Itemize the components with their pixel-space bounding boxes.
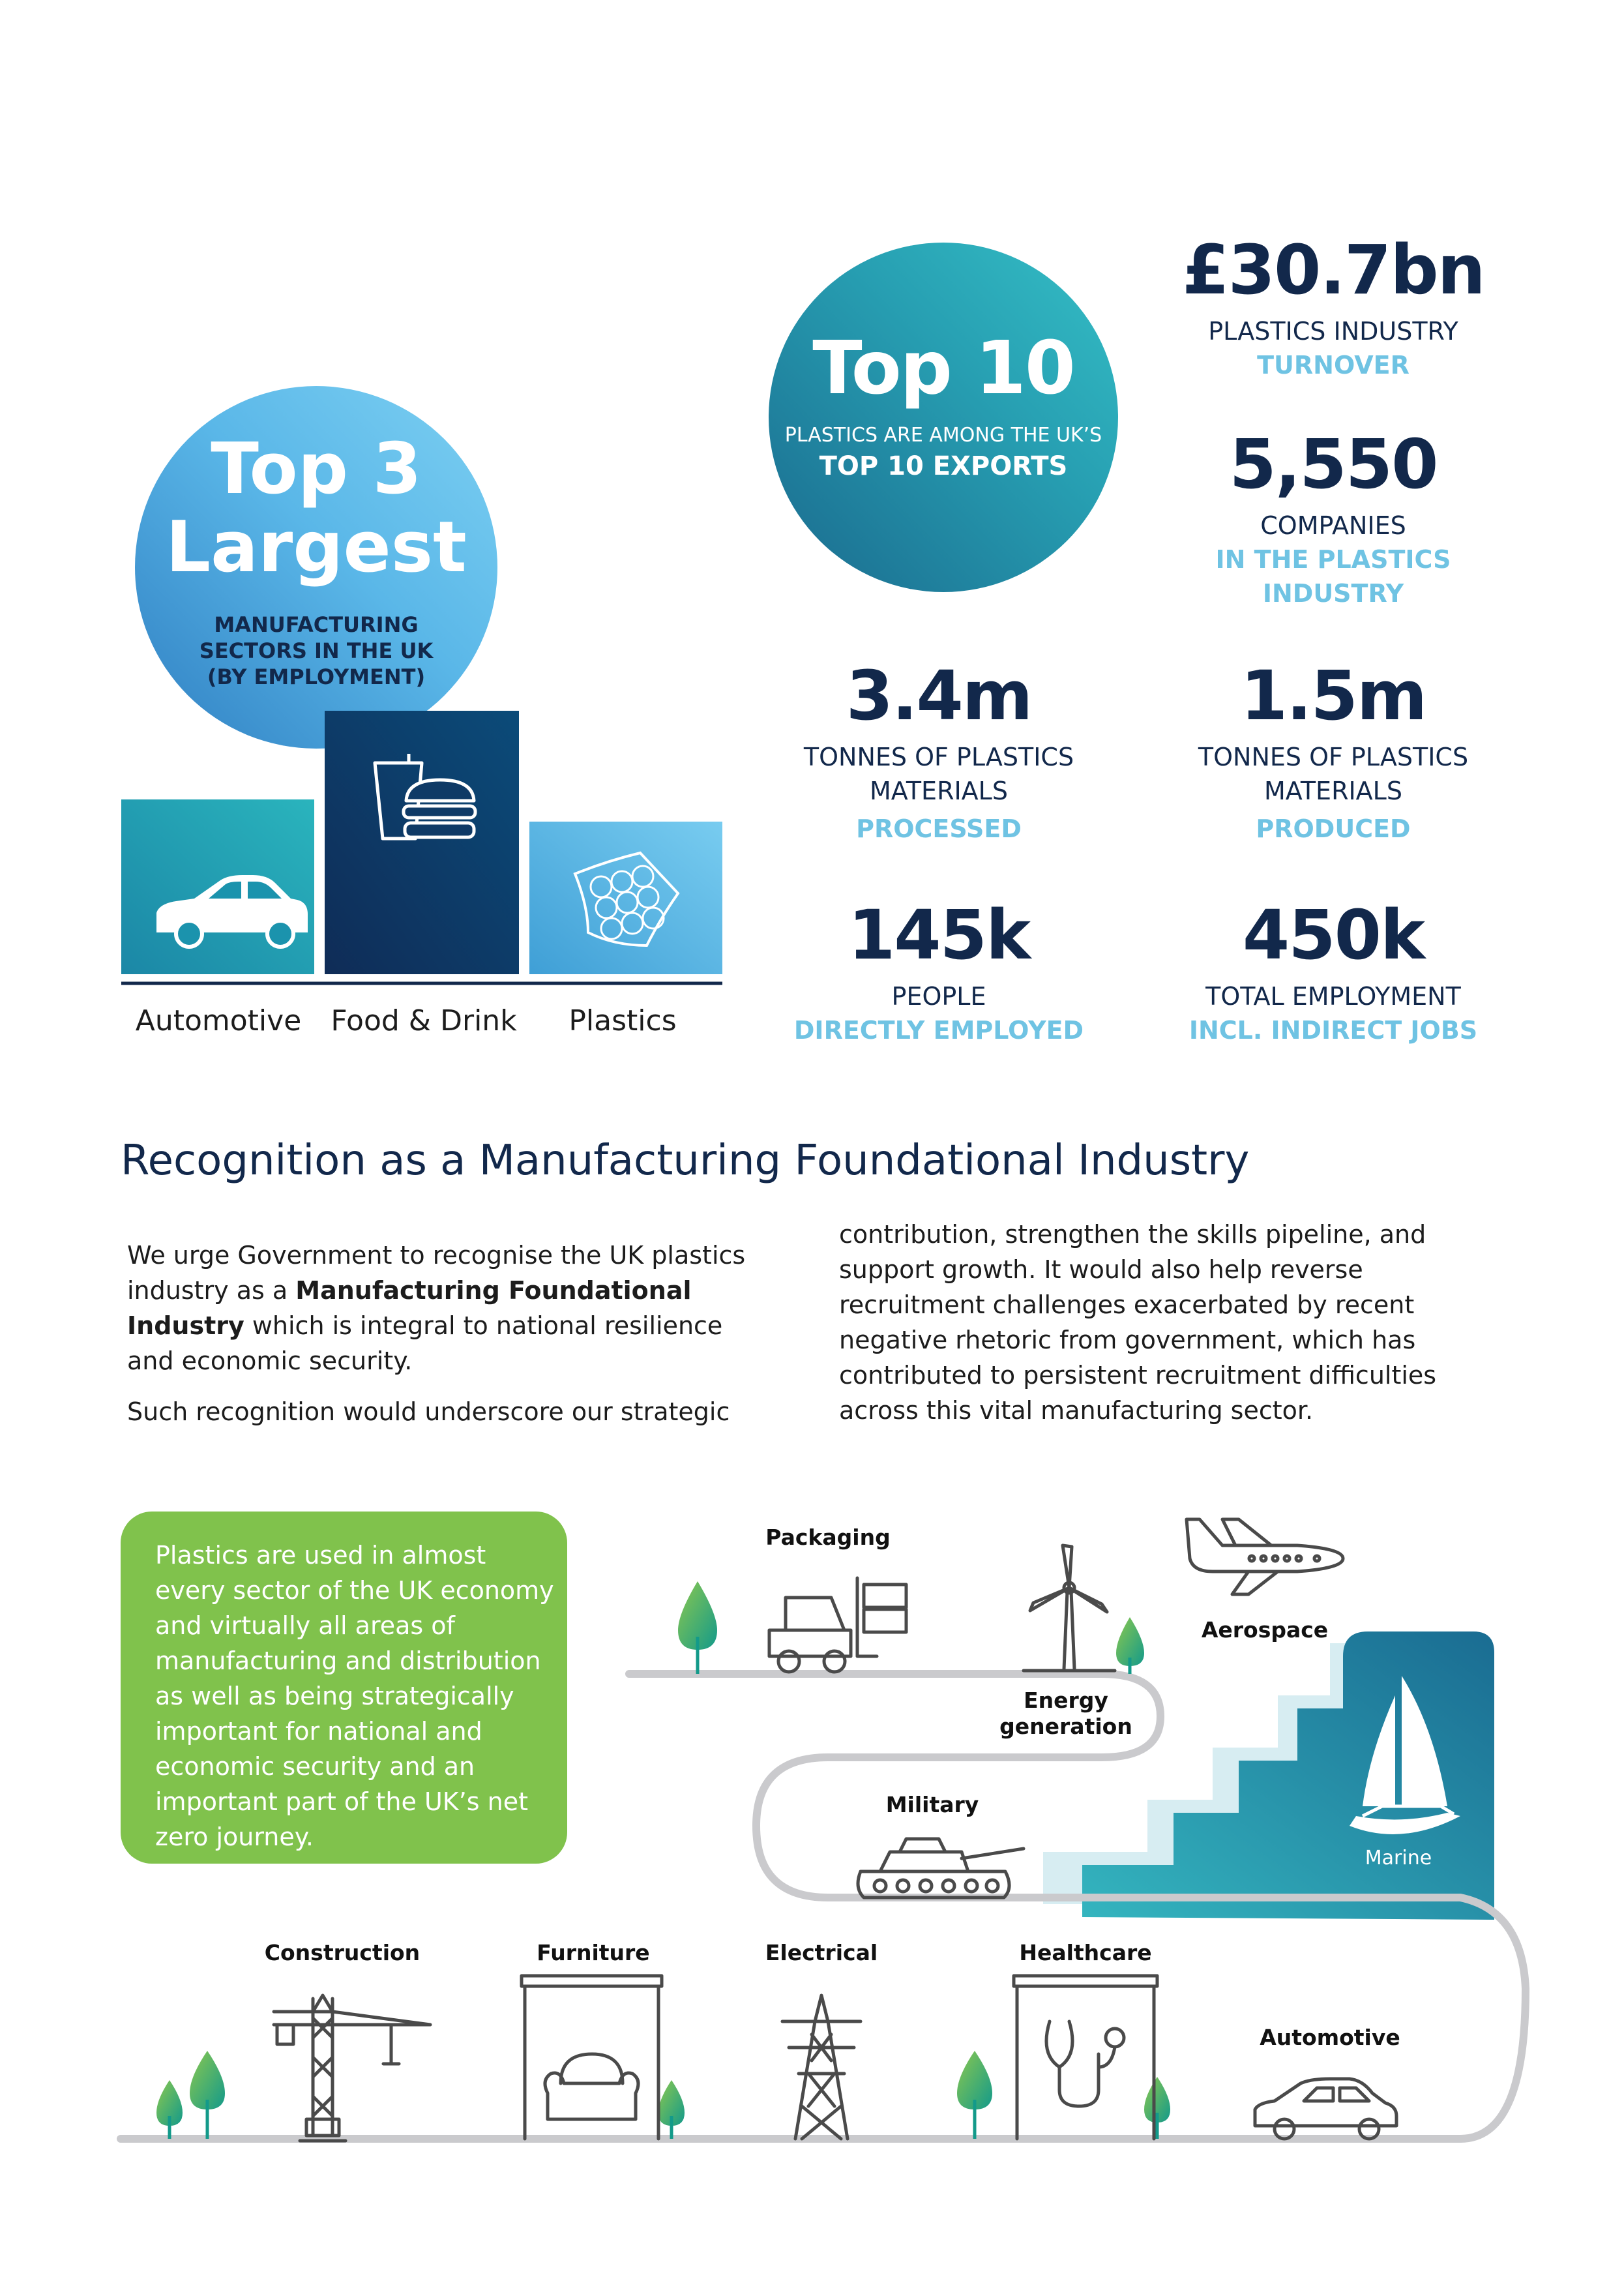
top10-sub-line2: TOP 10 EXPORTS: [819, 451, 1068, 481]
tree-icon: [1144, 2077, 1170, 2139]
sector-label-packaging: Packaging: [765, 1525, 891, 1550]
recognition-p1-bold: Manufacturing Foundational Industry: [127, 1276, 692, 1340]
stat-processed-line2: MATERIALS: [870, 777, 1008, 805]
tree-icon: [190, 2051, 225, 2139]
crane-icon: [274, 1995, 430, 2141]
sector-label-automotive: Automotive: [1260, 2025, 1400, 2050]
stat-people-line2: DIRECTLY EMPLOYED: [793, 1016, 1084, 1045]
callout-text: Plastics are used in almost every sector of the UK economy and virtually all areas of manufacturing and distribution as well as being strategically important for national and economic security and an important part of the UK’s net zero journey.: [155, 1541, 554, 1851]
stat-turnover-value: £30.7bn: [1182, 230, 1484, 310]
stat-produced-value: 1.5m: [1240, 656, 1426, 736]
stat-companies-line3: INDUSTRY: [1262, 579, 1404, 608]
recognition-p1-after: which is integral to national resilience and economic security.: [127, 1311, 723, 1375]
tree-icon: [156, 2080, 183, 2139]
tree-icon: [658, 2080, 685, 2139]
sector-label-energy-line2: generation: [999, 1714, 1132, 1739]
stat-employment-line2: INCL. INDIRECT JOBS: [1188, 1016, 1478, 1045]
sector-label-electrical: Electrical: [765, 1940, 878, 1965]
aeroplane-icon: [1187, 1519, 1343, 1594]
forklift-icon: [769, 1578, 906, 1672]
sector-label-marine: Marine: [1365, 1847, 1432, 1869]
top3-bar-chart: [117, 711, 730, 991]
bar-food-drink: [325, 711, 519, 974]
stat-people-value: 145k: [848, 895, 1030, 975]
top3-sub-line1: MANUFACTURING: [214, 612, 419, 637]
tank-icon: [858, 1839, 1024, 1898]
stat-companies-line2: IN THE PLASTICS: [1215, 545, 1451, 574]
sector-label-aerospace: Aerospace: [1201, 1617, 1329, 1643]
sedan-icon: [1255, 2079, 1396, 2139]
pylon-icon: [782, 1995, 861, 2139]
stat-turnover-line2: TURNOVER: [1257, 351, 1410, 380]
sector-label-furniture: Furniture: [537, 1940, 650, 1965]
armchair-icon: [522, 1976, 662, 2139]
bar-label-plastics: Plastics: [568, 1004, 677, 1037]
stat-turnover-line1: PLASTICS INDUSTRY: [1208, 317, 1458, 346]
sector-label-military: Military: [885, 1792, 979, 1817]
top10-title: Top 10: [812, 326, 1074, 411]
stat-people-line1: PEOPLE: [891, 982, 986, 1011]
recognition-paragraph-2: Such recognition would underscore our strategic: [127, 1397, 730, 1426]
stat-processed-value: 3.4m: [846, 656, 1032, 736]
top3-title-line1: Top 3: [211, 428, 422, 510]
tree-icon: [678, 1581, 717, 1674]
sector-label-energy-line1: Energy: [1024, 1688, 1108, 1713]
sector-road-illustration: [0, 1487, 1624, 2204]
recognition-paragraph-1: [127, 1238, 753, 1378]
recognition-column-2: contribution, strengthen the skills pipeline, and support growth. It would also help reverse recruitment challenges exacerbated by recent negative rhetoric from government, which has contributed to persistent recruitment difficulties across this vital manufacturing sector.: [839, 1220, 1437, 1425]
recognition-heading: Recognition as a Manufacturing Foundational Industry: [121, 1137, 1250, 1185]
top3-sub-line2: SECTORS IN THE UK: [199, 638, 434, 663]
wind-turbine-icon: [1024, 1545, 1115, 1671]
bar-label-food-drink: Food & Drink: [331, 1004, 517, 1037]
sector-label-construction: Construction: [264, 1940, 421, 1965]
stat-companies-value: 5,550: [1229, 425, 1438, 504]
stat-processed-line1: TONNES OF PLASTICS: [803, 743, 1074, 771]
stat-produced-line2: MATERIALS: [1264, 777, 1402, 805]
top10-sub-line1: PLASTICS ARE AMONG THE UK’S: [784, 424, 1102, 447]
top10-circle: [767, 241, 1119, 593]
tree-icon: [1116, 1617, 1144, 1674]
top3-sub-line3: (BY EMPLOYMENT): [207, 664, 426, 689]
stat-employment-value: 450k: [1242, 895, 1425, 975]
bar-label-automotive: Automotive: [135, 1004, 302, 1037]
stat-produced-line1: TONNES OF PLASTICS: [1198, 743, 1469, 771]
sector-label-healthcare: Healthcare: [1019, 1940, 1152, 1965]
tree-icon: [957, 2051, 992, 2139]
stat-companies-line1: COMPANIES: [1260, 511, 1406, 540]
bar-plastics: [529, 822, 722, 974]
stat-produced-line3: PRODUCED: [1256, 814, 1411, 843]
stat-processed-line3: PROCESSED: [856, 814, 1022, 843]
recognition-p1-before: We urge Government to recognise the UK plastics industry as a: [127, 1241, 746, 1305]
stethoscope-icon: [1014, 1976, 1157, 2139]
stat-employment-line1: TOTAL EMPLOYMENT: [1205, 982, 1461, 1011]
top3-title-line2: Largest: [166, 507, 467, 588]
